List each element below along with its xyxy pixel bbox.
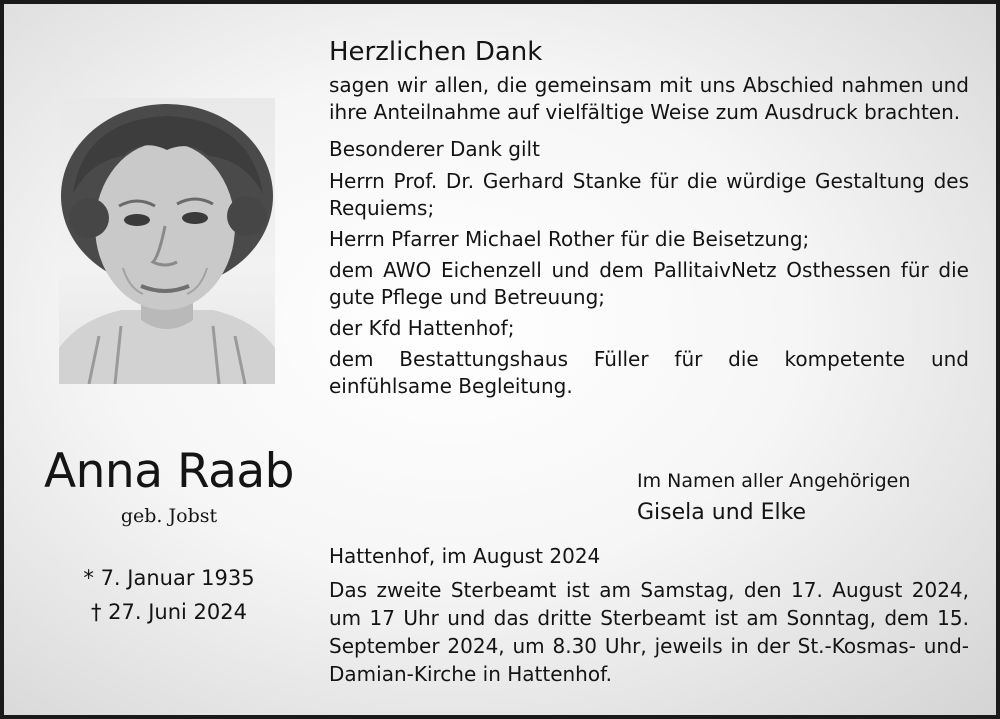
thanks-item: Herrn Prof. Dr. Gerhard Stanke für die würdige Gestaltung des Requiems; (329, 169, 969, 220)
portrait-photo (59, 98, 275, 384)
thanks-intro: sagen wir allen, die gemeinsam mit uns Abschied nahmen und ihre Anteilnahme auf vielfältige Weise zum Ausdruck brachten. (329, 73, 969, 124)
place-date: Hattenhof, im August 2024 (329, 544, 601, 568)
thanks-item: dem Bestattungshaus Füller für die kompetente und einfühlsame Begleitung. (329, 347, 969, 398)
signature-names: Gisela und Elke (637, 500, 807, 525)
birth-date: * 7. Januar 1935 (83, 566, 255, 590)
deceased-name: Anna Raab (43, 444, 295, 499)
birth-name: geb. Jobst (120, 505, 218, 527)
life-dates (4, 561, 334, 629)
thanks-item: Herrn Pfarrer Michael Rother für die Beisetzung; (329, 227, 810, 251)
thanks-text (329, 32, 969, 400)
thanks-item: der Kfd Hattenhof; (329, 316, 515, 340)
portrait-illustration (59, 98, 275, 384)
signature-block (637, 467, 910, 531)
thanks-heading: Herzlichen Dank (329, 37, 543, 67)
death-date: † 27. Juni 2024 (90, 600, 247, 624)
special-thanks-heading: Besonderer Dank gilt (329, 137, 540, 161)
signature-line: Im Namen aller Angehörigen (637, 470, 911, 492)
thanks-item: dem AWO Eichenzell und dem PallitaivNetz Osthessen für die gute Pflege und Betreuung; (329, 258, 969, 309)
service-note: Das zweite Sterbeamt ist am Samstag, den 17. August 2024, um 17 Uhr und das dritte Sterbeamt ist am Sonntag, dem 15. September 2024, um 8.30 Uhr, jeweils in der St.-Kosmas- und-Damian-Kirche in Hattenhof. (329, 578, 969, 686)
